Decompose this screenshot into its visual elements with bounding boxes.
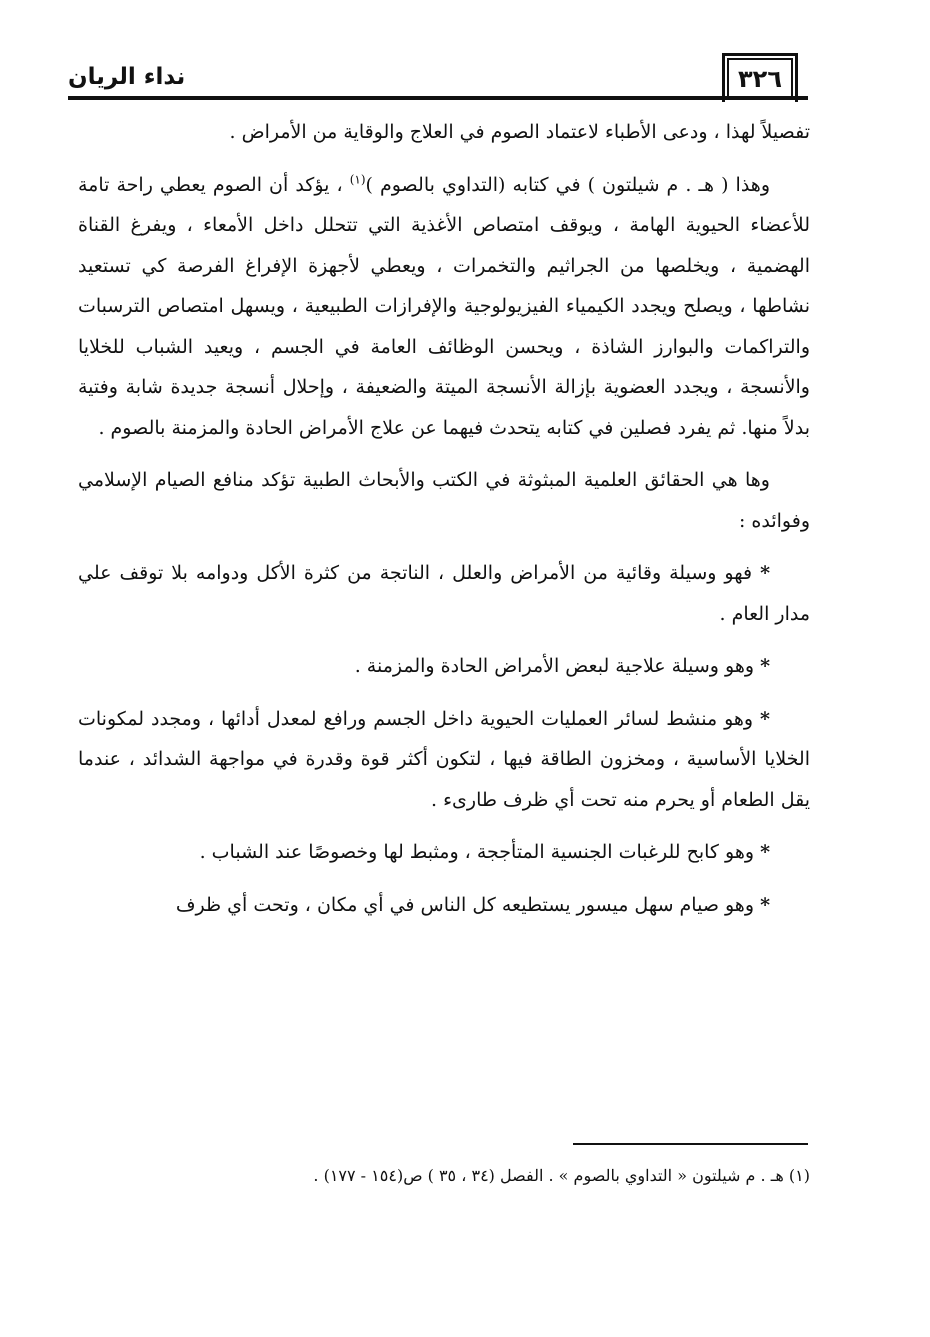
bullet-text: وهو منشط لسائر العمليات الحيوية داخل الجسم ورافع لمعدل أدائها ، ومجدد لمكونات الخلايا الأساسية ، ومخزون الطاقة فيها ، لتكون أكثر قوة وقدرة في مواجهة الشدائد ، عندما يقل الطعام أو يحرم منه تحت أي ظرف طارىء . (78, 707, 810, 811)
bullet-text: وهو كابح للرغبات الجنسية المتأججة ، ومثبط لها وخصوصًا عند الشباب . (199, 841, 755, 863)
paragraph-benefits-intro: وها هي الحقائق العلمية المبثوثة في الكتب والأبحاث الطبية تؤكد منافع الصيام الإسلامي وفوائده : (78, 469, 810, 532)
paragraph-intro: تفصيلاً لهذا ، ودعى الأطباء لاعتماد الصوم في العلاج والوقاية من الأمراض . (229, 121, 810, 143)
bullet-prevention (78, 553, 810, 634)
bullet-easy-fasting (78, 885, 810, 926)
page-number: ٣٢٦ (722, 53, 798, 102)
running-title: نداء الريان (68, 64, 186, 90)
paragraph-shelton (78, 165, 810, 449)
bullet-restraint (78, 832, 810, 873)
paragraph-shelton-rest: ، يؤكد أن الصوم يعطي راحة تامة للأعضاء الحيوية الهامة ، ويوقف امتصاص الأغذية التي تتحلل داخل الأمعاء ، ويفرغ القناة الهضمية ، ويخلصها من الجراثيم والتخمرات ، ويعطي لأجهزة الإفراغ الفرصة كي تستعيد نشاطها ، ويصلح ويجدد الكيمياء الفيزيولوجية والإفرازات الطبيعية ، ويسهل امتصاص الترسبات والتراكمات والبوارز الشاذة ، ويحسن الوظائف العامة في الجسم ، ويعيد الشباب للخلايا والأنسجة ، ويجدد العضوية بإزالة الأنسجة الميتة والضعيفة ، وإحلال أنسجة جديدة شابة وفتية بدلاً منها. ثم يفرد فصلين في كتابه يتحدث فيهما عن علاج الأمراض الحادة والمزمنة بالصوم . (78, 173, 810, 439)
bullet-text: وهو وسيلة علاجية لبعض الأمراض الحادة والمزمنة . (354, 655, 755, 677)
bullet-stimulant (78, 699, 810, 821)
paragraph-shelton-start: وهذا ( هـ . م شيلتون ) في كتابه (التداوي بالصوم ) (365, 173, 770, 196)
footnote-rule (573, 1143, 808, 1145)
bullet-treatment (78, 646, 810, 687)
bullet-star-icon: * (760, 893, 770, 916)
bullet-star-icon: * (760, 707, 770, 730)
footnote-reference: (١) (349, 172, 366, 187)
bullet-star-icon: * (760, 841, 770, 863)
header-rule (68, 96, 808, 100)
bullet-text: وهو صيام سهل ميسور يستطيعه كل الناس في أي مكان ، وتحت أي ظرف (175, 893, 755, 916)
bullet-star-icon: * (760, 655, 770, 677)
bullet-star-icon: * (760, 562, 770, 584)
bullet-text: فهو وسيلة وقائية من الأمراض والعلل ، الناتجة من كثرة الأكل ودوامه بلا توقف علي مدار العام . (78, 562, 810, 625)
body-text (78, 112, 810, 937)
page-header (68, 38, 808, 100)
footnote: (١) هـ . م شيلتون « التداوي بالصوم » . الفصل (٣٤ ، ٣٥ ) ص(١٥٤ - ١٧٧) . (313, 1166, 810, 1185)
